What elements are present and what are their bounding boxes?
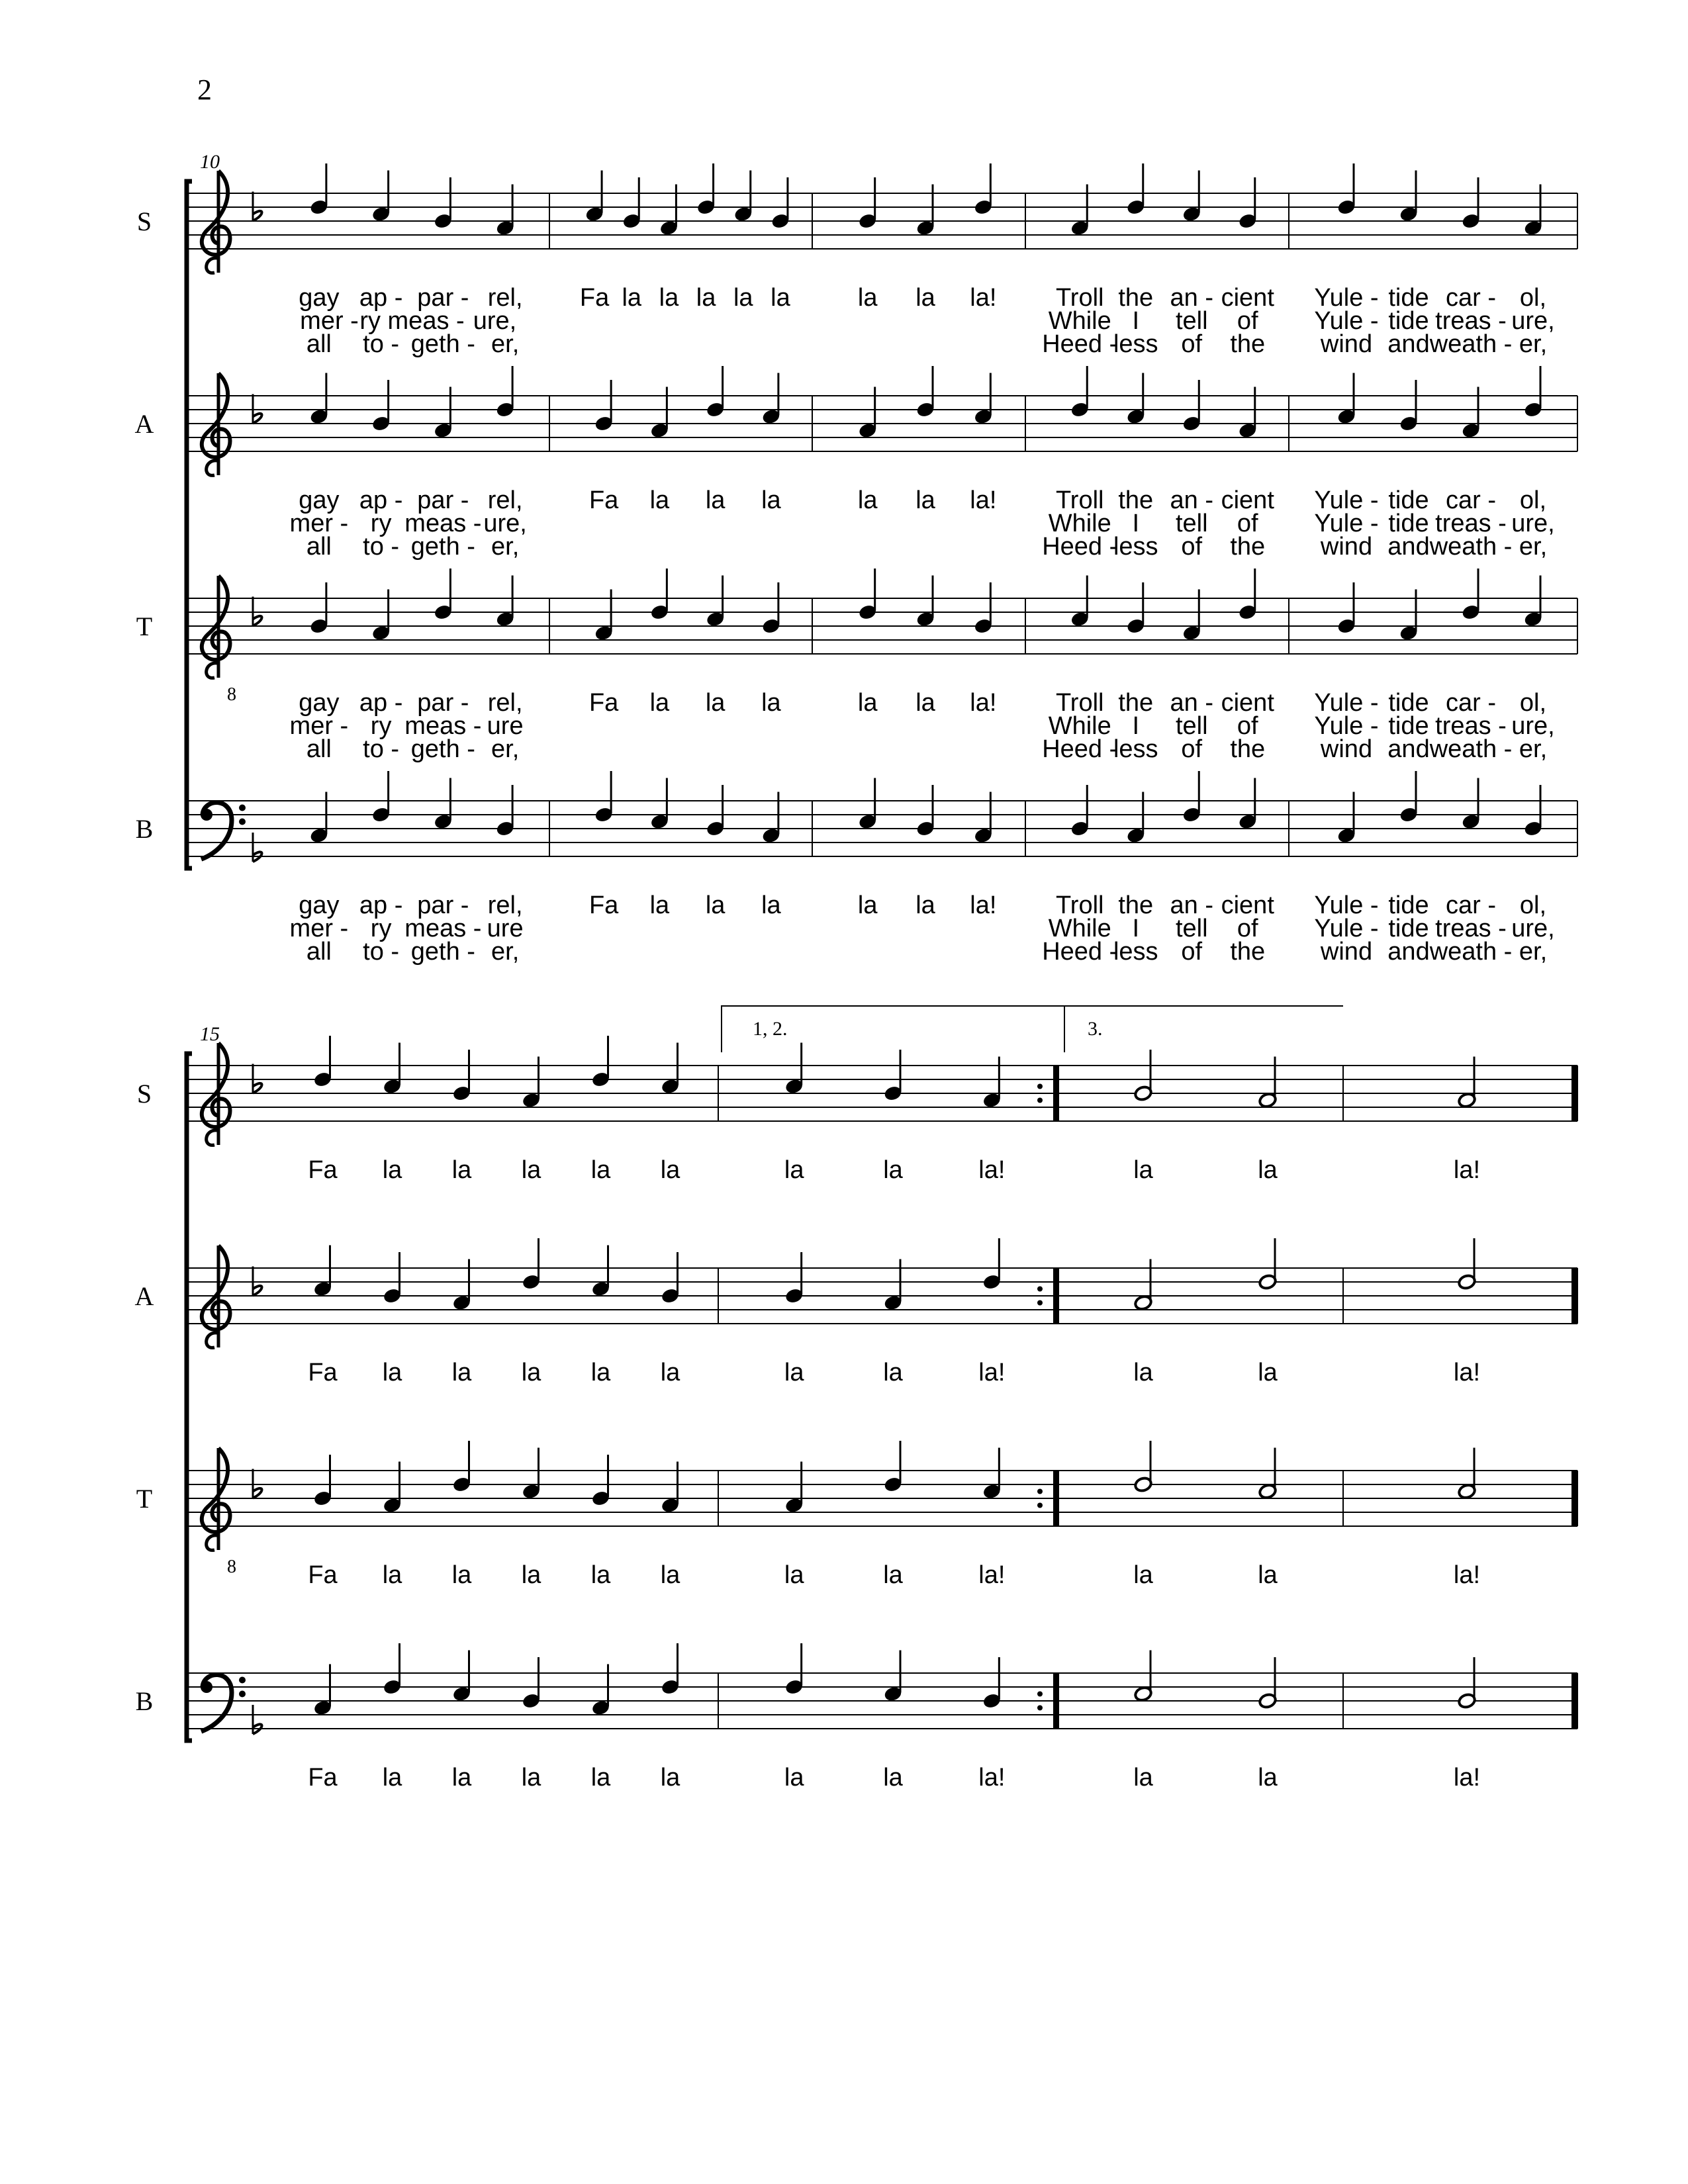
lyric-syllable: la (382, 1764, 402, 1792)
lyric-syllable: rel, (487, 284, 523, 312)
final-barline (1571, 1066, 1578, 1121)
lyric-syllable: to - (363, 938, 400, 966)
key-signature-flat (253, 597, 262, 626)
lyric-syllable: ure (487, 712, 524, 740)
key-signature-flat (253, 1469, 262, 1498)
lyric-syllable: wind (1320, 330, 1373, 358)
lyric-syllable: la (451, 1156, 472, 1184)
lyric-syllable: of (1237, 712, 1258, 740)
lyric-syllable: la (590, 1156, 611, 1184)
lyric-syllable: tide (1388, 689, 1429, 717)
lyric-syllable: the (1230, 735, 1266, 763)
lyric-syllable: la (761, 486, 781, 514)
lyric-syllable: mer - (289, 712, 349, 740)
lyric-syllable: less (1113, 938, 1158, 966)
flat-bowl (253, 414, 262, 424)
lyric-syllable: la (660, 1359, 680, 1387)
lyric-syllable: la (705, 891, 726, 919)
lyric-syllable: la (590, 1359, 611, 1387)
lyric-syllable: While (1048, 915, 1111, 942)
lyric-syllable: meas - (404, 510, 482, 537)
lyric-syllable: tide (1388, 510, 1429, 537)
flat-bowl (253, 1083, 262, 1093)
lyric-syllable: and (1387, 330, 1430, 358)
lyric-syllable: Yule - (1314, 284, 1379, 312)
lyric-syllable: la (521, 1359, 541, 1387)
lyric-syllable: wind (1320, 735, 1373, 763)
lyric-syllable: rel, (487, 486, 523, 514)
repeat-dot (1037, 1098, 1043, 1103)
lyric-syllable: geth - (410, 735, 475, 763)
repeat-barline (1053, 1268, 1059, 1324)
lyric-syllable: cient (1221, 689, 1274, 717)
lyric-syllable: an - (1170, 284, 1213, 312)
lyric-syllable: I (1132, 712, 1140, 740)
clef-curl (207, 663, 217, 678)
lyric-syllable: treas - (1435, 915, 1507, 942)
lyric-syllable: gay (299, 891, 340, 919)
lyric-syllable: la (883, 1561, 903, 1589)
treble-clef (202, 1246, 230, 1347)
clef-dot-upper (239, 805, 246, 811)
lyric-syllable: Fa (308, 1561, 338, 1589)
lyric-syllable: la (521, 1764, 541, 1792)
lyric-syllable: all (306, 533, 332, 561)
lyric-syllable: Yule - (1314, 712, 1379, 740)
lyric-syllable: treas - (1435, 712, 1507, 740)
lyric-syllable: la (660, 1156, 680, 1184)
part-label: B (135, 1686, 154, 1716)
lyric-syllable: ol, (1519, 689, 1547, 717)
lyric-syllable: the (1118, 689, 1154, 717)
lyric-syllable: car - (1446, 891, 1496, 919)
lyric-syllable: the (1118, 284, 1154, 312)
lyric-syllable: la (451, 1561, 472, 1589)
lyric-syllable: la (622, 284, 642, 312)
lyric-syllable: rel, (487, 891, 523, 919)
lyric-syllable: la! (970, 689, 997, 717)
lyric-syllable: la (382, 1156, 402, 1184)
lyric-syllable: la! (978, 1156, 1006, 1184)
lyric-syllable: all (306, 735, 332, 763)
lyric-syllable: tell (1175, 712, 1208, 740)
part-label: B (135, 814, 154, 844)
lyric-syllable: Heed - (1042, 330, 1118, 358)
octave-clef-mark: 8 (227, 1557, 236, 1577)
flat-bowl (253, 1286, 262, 1296)
lyric-syllable: la (521, 1156, 541, 1184)
lyric-syllable: Yule - (1314, 891, 1379, 919)
lyric-syllable: cient (1221, 486, 1274, 514)
treble-clef (202, 373, 230, 475)
lyric-syllable: ure (487, 915, 524, 942)
lyric-syllable: an - (1170, 891, 1213, 919)
lyric-syllable: ry (370, 712, 392, 740)
clef-curl (207, 1535, 217, 1550)
lyric-syllable: la! (1453, 1359, 1481, 1387)
treble-clef (202, 576, 230, 678)
lyric-syllable: la (915, 689, 935, 717)
lyric-syllable: la (705, 486, 726, 514)
lyric-syllable: ry (370, 510, 392, 537)
bass-clef (201, 802, 246, 859)
lyric-syllable: la (761, 689, 781, 717)
lyric-syllable: la (1133, 1764, 1153, 1792)
lyric-syllable: wind (1320, 533, 1373, 561)
repeat-dot (1037, 1706, 1043, 1711)
lyric-syllable: of (1181, 938, 1203, 966)
lyric-syllable: Heed - (1042, 938, 1118, 966)
lyric-syllable: geth - (410, 330, 475, 358)
clef-curl (207, 258, 217, 273)
lyric-syllable: tide (1388, 891, 1429, 919)
lyric-syllable: the (1118, 486, 1154, 514)
lyric-syllable: car - (1446, 284, 1496, 312)
lyric-syllable: la! (1453, 1156, 1481, 1184)
lyric-syllable: la (784, 1764, 804, 1792)
lyric-syllable: er, (491, 735, 520, 763)
repeat-dot (1037, 1300, 1043, 1306)
part-label: A (134, 409, 154, 439)
lyric-syllable: all (306, 330, 332, 358)
repeat-barline (1053, 1673, 1059, 1729)
lyric-syllable: la (771, 284, 790, 312)
lyric-syllable: ure, (473, 307, 517, 335)
lyric-syllable: ure, (483, 510, 527, 537)
lyric-syllable: treas - (1435, 510, 1507, 537)
treble-clef (202, 1043, 230, 1145)
lyric-syllable: an - (1170, 689, 1213, 717)
lyric-syllable: Heed - (1042, 735, 1118, 763)
repeat-dot (1037, 1287, 1043, 1292)
lyric-syllable: Troll (1056, 689, 1104, 717)
lyric-syllable: ry (370, 915, 392, 942)
lyric-syllable: and (1387, 533, 1430, 561)
repeat-dot (1037, 1692, 1043, 1697)
lyric-syllable: la! (978, 1359, 1006, 1387)
lyric-syllable: er, (1519, 938, 1548, 966)
lyric-syllable: ure, (1511, 915, 1555, 942)
lyric-syllable: Fa (588, 891, 619, 919)
lyric-syllable: While (1048, 510, 1111, 537)
lyric-syllable: the (1230, 938, 1266, 966)
lyric-syllable: la (659, 284, 679, 312)
lyric-syllable: la! (1453, 1561, 1481, 1589)
lyric-syllable: la (521, 1561, 541, 1589)
lyric-syllable: la (382, 1561, 402, 1589)
repeat-dot (1037, 1489, 1043, 1494)
page-number: 2 (197, 73, 212, 106)
lyric-syllable: all (306, 938, 332, 966)
lyric-syllable: la (451, 1359, 472, 1387)
octave-clef-mark: 8 (227, 684, 236, 705)
lyric-syllable: Heed - (1042, 533, 1118, 561)
lyric-syllable: la (660, 1561, 680, 1589)
lyric-syllable: la (382, 1359, 402, 1387)
lyric-syllable: I (1132, 915, 1140, 942)
lyric-syllable: la (857, 689, 878, 717)
lyric-syllable: er, (491, 330, 520, 358)
lyric-syllable: er, (1519, 533, 1548, 561)
key-signature-flat (253, 1705, 262, 1734)
lyric-syllable: gay (299, 486, 340, 514)
part-label: A (134, 1281, 154, 1311)
clef-dot-upper (239, 1677, 246, 1684)
lyric-syllable: la! (970, 284, 997, 312)
lyric-syllable: weath - (1429, 938, 1513, 966)
lyric-syllable: la (705, 689, 726, 717)
part-label: S (136, 1079, 152, 1109)
lyric-syllable: tide (1388, 486, 1429, 514)
lyric-syllable: mer - (289, 510, 349, 537)
lyric-syllable: wind (1320, 938, 1373, 966)
lyric-syllable: par - (417, 284, 469, 312)
lyric-syllable: la (590, 1561, 611, 1589)
choir-bracket (187, 181, 192, 868)
lyric-syllable: While (1048, 307, 1111, 335)
final-barline (1571, 1471, 1578, 1526)
clef-body (202, 171, 230, 255)
lyric-syllable: tell (1175, 510, 1208, 537)
lyric-syllable: la (733, 284, 753, 312)
lyric-syllable: treas - (1435, 307, 1507, 335)
lyric-syllable: tide (1388, 712, 1429, 740)
lyric-syllable: tide (1388, 915, 1429, 942)
lyric-syllable: of (1237, 510, 1258, 537)
lyric-syllable: to - (363, 330, 400, 358)
lyric-syllable: cient (1221, 284, 1274, 312)
lyric-syllable: ure, (1511, 307, 1555, 335)
lyric-syllable: cient (1221, 891, 1274, 919)
part-label: T (136, 612, 153, 641)
lyric-syllable: weath - (1429, 533, 1513, 561)
lyric-syllable: la (915, 486, 935, 514)
lyric-syllable: Fa (308, 1764, 338, 1792)
lyric-syllable: I (1132, 510, 1140, 537)
lyric-syllable: ap - (359, 689, 403, 717)
lyric-syllable: weath - (1429, 735, 1513, 763)
clef-curl (207, 1130, 217, 1145)
lyric-syllable: meas - (404, 712, 482, 740)
lyric-syllable: the (1230, 533, 1266, 561)
lyric-syllable: la (451, 1764, 472, 1792)
key-signature-flat (253, 394, 262, 424)
lyric-syllable: gay (299, 284, 340, 312)
lyric-syllable: of (1181, 330, 1203, 358)
repeat-barline (1053, 1471, 1059, 1526)
lyric-syllable: ure, (1511, 712, 1555, 740)
lyric-syllable: la (1133, 1156, 1153, 1184)
lyric-syllable: I (1132, 307, 1140, 335)
lyric-syllable: par - (417, 891, 469, 919)
lyric-syllable: la (883, 1764, 903, 1792)
lyric-syllable: less (1113, 330, 1158, 358)
treble-clef (202, 1448, 230, 1550)
lyric-syllable: meas - (404, 915, 482, 942)
lyric-syllable: tell (1175, 915, 1208, 942)
lyric-syllable: gay (299, 689, 340, 717)
lyric-syllable: tell (1175, 307, 1208, 335)
lyric-syllable: la (1258, 1156, 1278, 1184)
lyric-syllable: less (1113, 735, 1158, 763)
lyric-syllable: la (696, 284, 716, 312)
clef-curl (207, 461, 217, 475)
lyric-syllable: of (1181, 533, 1203, 561)
final-barline (1571, 1673, 1578, 1729)
lyric-syllable: geth - (410, 533, 475, 561)
lyric-syllable: la! (970, 891, 997, 919)
lyric-syllable: of (1181, 735, 1203, 763)
lyric-syllable: Troll (1056, 284, 1104, 312)
lyric-syllable: ry meas - (359, 307, 465, 335)
lyric-syllable: rel, (487, 689, 523, 717)
lyric-syllable: of (1237, 915, 1258, 942)
clef-body (202, 373, 230, 457)
lyric-syllable: to - (363, 735, 400, 763)
repeat-dot (1037, 1503, 1043, 1508)
key-signature-flat (253, 1267, 262, 1296)
lyric-syllable: Fa (588, 486, 619, 514)
bass-clef (201, 1674, 246, 1731)
lyric-syllable: ol, (1519, 891, 1547, 919)
lyric-syllable: la (1258, 1359, 1278, 1387)
lyric-syllable: la (649, 891, 670, 919)
clef-body (202, 1448, 230, 1532)
lyric-syllable: ap - (359, 284, 403, 312)
lyric-syllable: par - (417, 486, 469, 514)
lyric-syllable: er, (1519, 735, 1548, 763)
measure-number: 10 (200, 151, 220, 173)
key-signature-flat (253, 192, 262, 221)
flat-bowl (253, 616, 262, 626)
lyric-syllable: ap - (359, 486, 403, 514)
clef-body (202, 576, 230, 660)
lyric-syllable: la (660, 1764, 680, 1792)
lyric-syllable: ap - (359, 891, 403, 919)
lyric-syllable: la (883, 1156, 903, 1184)
lyric-syllable: the (1230, 330, 1266, 358)
flat-bowl (253, 1488, 262, 1498)
lyric-syllable: la (915, 284, 935, 312)
lyric-syllable: Yule - (1314, 915, 1379, 942)
treble-clef (202, 171, 230, 273)
key-signature-flat (253, 1064, 262, 1093)
lyric-syllable: tide (1388, 284, 1429, 312)
measure-number: 15 (200, 1023, 220, 1045)
choir-bracket (187, 1054, 192, 1741)
lyric-syllable: la (784, 1359, 804, 1387)
lyric-syllable: la (590, 1764, 611, 1792)
lyric-syllable: tide (1388, 307, 1429, 335)
lyric-syllable: car - (1446, 689, 1496, 717)
lyric-syllable: While (1048, 712, 1111, 740)
lyric-syllable: mer - (300, 307, 359, 335)
volta-label: 1, 2. (753, 1018, 788, 1040)
lyric-syllable: weath - (1429, 330, 1513, 358)
clef-body (201, 802, 232, 859)
lyric-syllable: par - (417, 689, 469, 717)
lyric-syllable: la (1133, 1359, 1153, 1387)
volta-label: 3. (1088, 1018, 1103, 1040)
clef-body (202, 1043, 230, 1127)
lyric-syllable: Fa (588, 689, 619, 717)
lyric-syllable: er, (1519, 330, 1548, 358)
lyric-syllable: and (1387, 735, 1430, 763)
lyric-syllable: less (1113, 533, 1158, 561)
lyric-syllable: Fa (579, 284, 610, 312)
clef-dot-lower (239, 819, 246, 825)
lyric-syllable: la (1258, 1561, 1278, 1589)
lyric-syllable: the (1118, 891, 1154, 919)
part-label: T (136, 1484, 153, 1514)
lyric-syllable: geth - (410, 938, 475, 966)
lyric-syllable: Yule - (1314, 307, 1379, 335)
repeat-barline (1053, 1066, 1059, 1121)
lyric-syllable: Yule - (1314, 486, 1379, 514)
clef-body (201, 1674, 232, 1731)
lyric-syllable: of (1237, 307, 1258, 335)
lyric-syllable: la (915, 891, 935, 919)
lyric-syllable: la (784, 1561, 804, 1589)
lyric-syllable: and (1387, 938, 1430, 966)
lyric-syllable: ol, (1519, 486, 1547, 514)
lyric-syllable: car - (1446, 486, 1496, 514)
lyric-syllable: Fa (308, 1359, 338, 1387)
lyric-syllable: er, (491, 938, 520, 966)
lyric-syllable: er, (491, 533, 520, 561)
lyric-syllable: la (857, 284, 878, 312)
lyric-syllable: la (883, 1359, 903, 1387)
clef-curl (207, 1333, 217, 1347)
lyric-syllable: la (649, 689, 670, 717)
lyric-syllable: Troll (1056, 486, 1104, 514)
clef-dot-lower (239, 1691, 246, 1698)
lyric-syllable: ol, (1519, 284, 1547, 312)
lyric-syllable: to - (363, 533, 400, 561)
repeat-dot (1037, 1084, 1043, 1089)
lyric-syllable: la! (978, 1561, 1006, 1589)
lyric-syllable: la (1258, 1764, 1278, 1792)
final-barline (1571, 1268, 1578, 1324)
lyric-syllable: la! (1453, 1764, 1481, 1792)
lyric-syllable: Fa (308, 1156, 338, 1184)
lyric-syllable: la! (978, 1764, 1006, 1792)
clef-body (202, 1246, 230, 1330)
lyric-syllable: mer - (289, 915, 349, 942)
lyric-syllable: la! (970, 486, 997, 514)
lyric-syllable: la (784, 1156, 804, 1184)
lyric-syllable: ure, (1511, 510, 1555, 537)
part-label: S (136, 206, 152, 236)
lyric-syllable: la (761, 891, 781, 919)
lyric-syllable: la (857, 486, 878, 514)
lyric-syllable: la (857, 891, 878, 919)
flat-bowl (253, 211, 262, 221)
lyric-syllable: Yule - (1314, 689, 1379, 717)
lyric-syllable: la (649, 486, 670, 514)
lyric-syllable: an - (1170, 486, 1213, 514)
lyric-syllable: Yule - (1314, 510, 1379, 537)
key-signature-flat (253, 833, 262, 862)
lyric-syllable: Troll (1056, 891, 1104, 919)
lyric-syllable: la (1133, 1561, 1153, 1589)
